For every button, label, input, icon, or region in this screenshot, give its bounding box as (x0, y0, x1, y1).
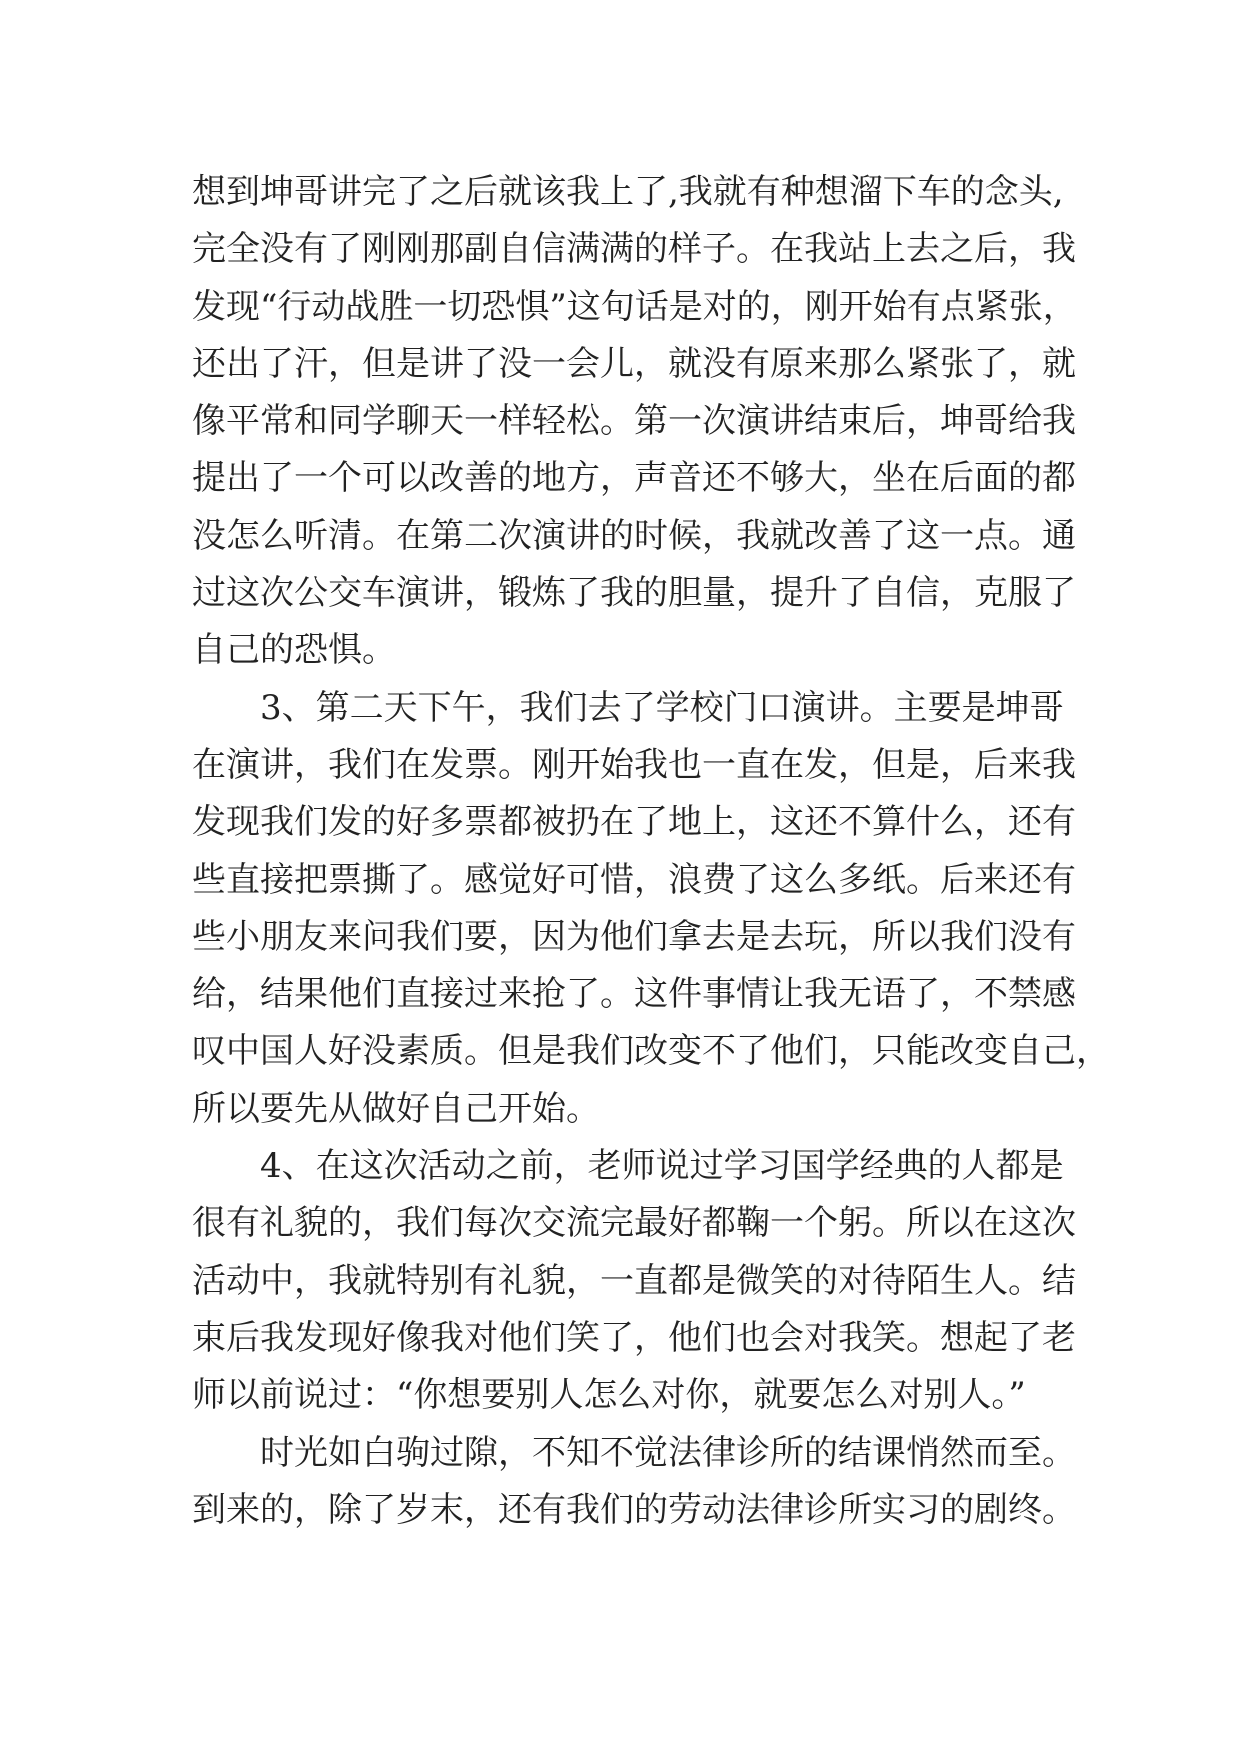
closing-paragraph-start: 时光如白驹过隙，不知不觉法律诊所的结课悄然而至。 (192, 1432, 1076, 1473)
body-text (192, 164, 1110, 1539)
text-line: 发现我们发的好多票都被扔在了地上，这还不算什么，还有 (192, 802, 1076, 843)
text-line: 叹中国人好没素质。但是我们改变不了他们，只能改变自己， (192, 1031, 1110, 1072)
text-line: 提出了一个可以改善的地方，声音还不够大，坐在后面的都 (192, 458, 1076, 499)
text-line: 给，结果他们直接过来抢了。这件事情让我无语了，不禁感 (192, 974, 1076, 1015)
text-line: 没怎么听清。在第二次演讲的时候，我就改善了这一点。通 (192, 515, 1076, 556)
paragraph-3-start: 3、第二天下午，我们去了学校门口演讲。主要是坤哥 (192, 687, 1064, 728)
text-line: 想到坤哥讲完了之后就该我上了,我就有种想溜下车的念头, (192, 172, 1064, 212)
text-line: 师以前说过：“你想要别人怎么对你，就要怎么对别人。” (192, 1375, 1026, 1416)
text-line: 发现“行动战胜一切恐惧”这句话是对的，刚开始有点紧张， (192, 286, 1077, 327)
text-line: 像平常和同学聊天一样轻松。第一次演讲结束后，坤哥给我 (192, 401, 1076, 442)
paragraph-4-start: 4、在这次活动之前，老师说过学习国学经典的人都是 (192, 1146, 1064, 1187)
text-line: 些直接把票撕了。感觉好可惜，浪费了这么多纸。后来还有 (192, 859, 1076, 900)
text-line: 还出了汗，但是讲了没一会儿，就没有原来那么紧张了，就 (192, 343, 1076, 384)
text-line: 束后我发现好像我对他们笑了，他们也会对我笑。想起了老 (192, 1317, 1076, 1358)
text-line: 过这次公交车演讲，锻炼了我的胆量，提升了自信，克服了 (192, 573, 1076, 614)
text-line: 很有礼貌的，我们每次交流完最好都鞠一个躬。所以在这次 (192, 1203, 1076, 1244)
text-line: 活动中，我就特别有礼貌，一直都是微笑的对待陌生人。结 (192, 1260, 1076, 1301)
text-line: 在演讲，我们在发票。刚开始我也一直在发，但是，后来我 (192, 744, 1076, 785)
text-line: 到来的，除了岁末，还有我们的劳动法律诊所实习的剧终。 (192, 1489, 1076, 1530)
text-line: 完全没有了刚刚那副自信满满的样子。在我站上去之后，我 (192, 229, 1076, 270)
text-line: 些小朋友来问我们要，因为他们拿去是去玩，所以我们没有 (192, 916, 1076, 957)
text-line: 自己的恐惧。 (192, 630, 396, 671)
text-line: 所以要先从做好自己开始。 (192, 1088, 600, 1129)
